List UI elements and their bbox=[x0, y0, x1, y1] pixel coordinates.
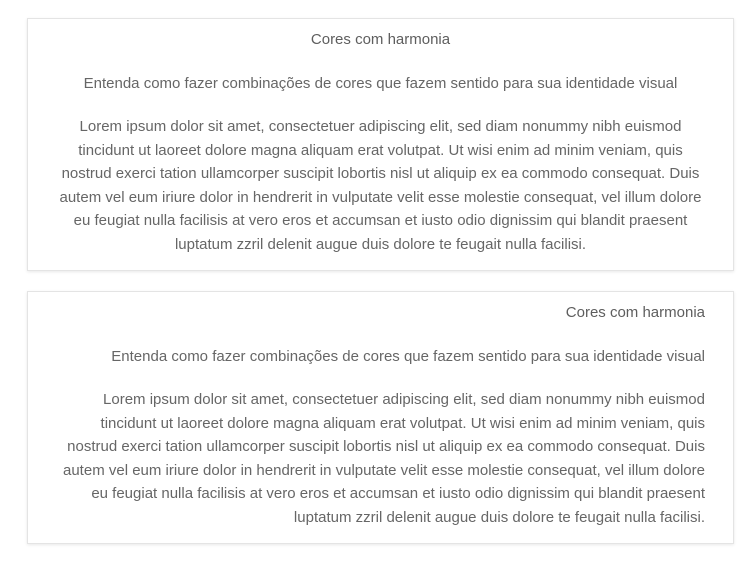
card-title: Cores com harmonia bbox=[310, 31, 451, 48]
card-subtitle: Entenda como fazer combinações de cores que fazem sentido para sua identidade visual bbox=[111, 347, 705, 365]
content-canvas bbox=[0, 18, 749, 563]
card-subtitle: Entenda como fazer combinações de cores que fazem sentido para sua identidade visual bbox=[83, 74, 678, 92]
text-block-right-aligned bbox=[27, 291, 734, 544]
card-body-text: Lorem ipsum dolor sit amet, consectetuer adipiscing elit, sed diam nonummy nibh euismod tincidunt ut laoreet dolore magna aliquam erat volutpat. Ut wisi enim ad minim veniam, quis nostrud exerci tation ullamcorper suscipit lobortis nisl ut aliquip ex ea commodo consequat. Duis autem vel eum iriure dolor in hendrerit in vulputate velit esse molestie consequat, vel illum dolore eu feugiat nulla facilisis at vero eros et accumsan et iusto odio dignissim qui blandit praesent luptatum zzril delenit augue duis dolore te feugait nulla facilisi. bbox=[59, 118, 702, 253]
card-body-text: Lorem ipsum dolor sit amet, consectetuer adipiscing elit, sed diam nonummy nibh euismod tincidunt ut laoreet dolore magna aliquam erat volutpat. Ut wisi enim ad minim veniam, quis nostrud exerci tation ullamcorper suscipit lobortis nisl ut aliquip ex ea commodo consequat. Duis autem vel eum iriure dolor in hendrerit in vulputate velit esse molestie consequat, vel illum dolore eu feugiat nulla facilisis at vero eros et accumsan et iusto odio dignissim qui blandit praesent luptatum zzril delenit augue duis dolore te feugait nulla facilisi. bbox=[63, 391, 705, 526]
text-block-centered bbox=[27, 18, 734, 271]
card-title: Cores com harmonia bbox=[565, 304, 705, 321]
